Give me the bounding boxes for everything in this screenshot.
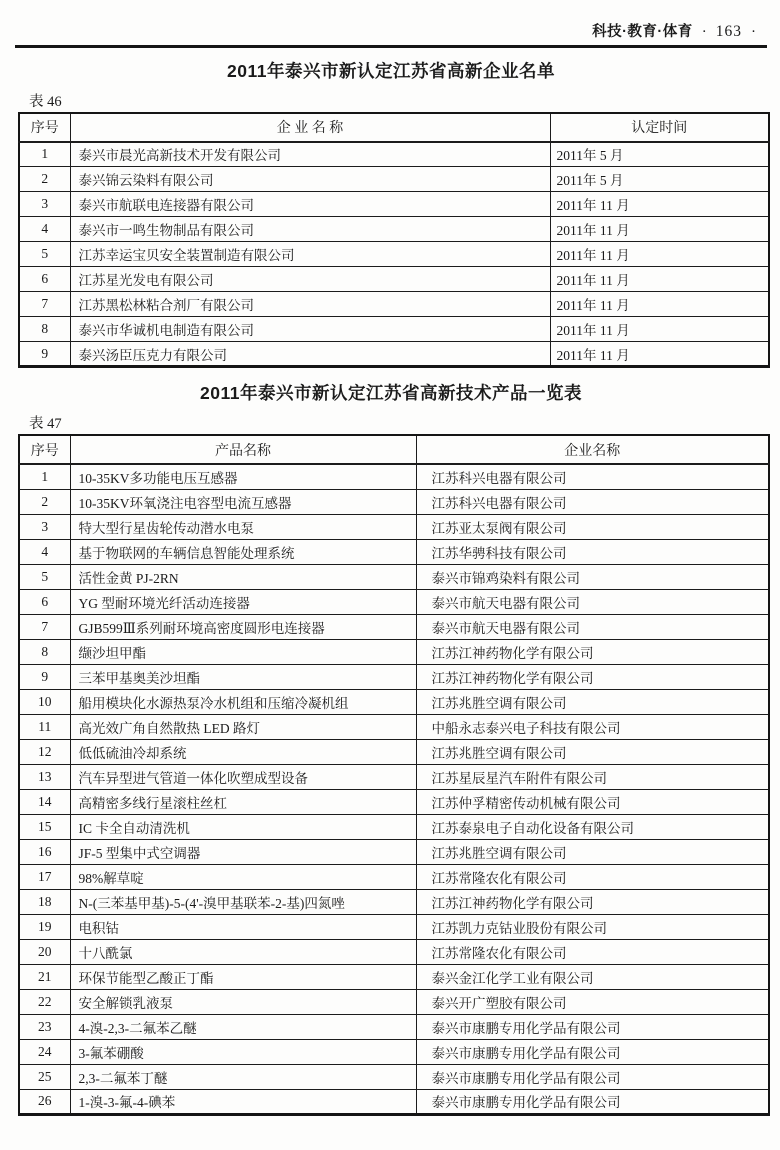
table-cell: 6 <box>19 589 70 614</box>
table-cell: 泰兴市康鹏专用化学品有限公司 <box>416 1014 769 1039</box>
table-cell: 25 <box>19 1064 70 1089</box>
table47-body <box>19 464 769 1114</box>
table-row <box>19 864 769 889</box>
table-row <box>19 714 769 739</box>
separator-dot: · <box>751 24 756 40</box>
table-row <box>19 267 769 292</box>
table-cell: 泰兴市一鸣生物制品有限公司 <box>70 217 550 242</box>
table46-body <box>19 142 769 367</box>
table-cell: 低低硫油冷却系统 <box>70 739 416 764</box>
table-cell: 江苏黑松林粘合剂厂有限公司 <box>70 292 550 317</box>
table-cell: 5 <box>19 564 70 589</box>
table-row <box>19 317 769 342</box>
table-cell: 20 <box>19 939 70 964</box>
table-cell: 2011年 11 月 <box>550 242 769 267</box>
table-cell: 江苏华骋科技有限公司 <box>416 539 769 564</box>
table-row <box>19 242 769 267</box>
table-row <box>19 639 769 664</box>
table-cell: 8 <box>19 639 70 664</box>
table-cell: IC 卡全自动清洗机 <box>70 814 416 839</box>
table-cell: 8 <box>19 317 70 342</box>
column-header: 产品名称 <box>70 435 416 464</box>
table-cell: 2011年 11 月 <box>550 292 769 317</box>
table-cell: N-(三苯基甲基)-5-(4'-溴甲基联苯-2-基)四氮唑 <box>70 889 416 914</box>
table-cell: 2011年 11 月 <box>550 192 769 217</box>
table-cell: 特大型行星齿轮传动潜水电泵 <box>70 514 416 539</box>
table-cell: 19 <box>19 914 70 939</box>
table-row <box>19 814 769 839</box>
table-cell: 11 <box>19 714 70 739</box>
table-cell: 2011年 11 月 <box>550 317 769 342</box>
table-cell: 泰兴市航天电器有限公司 <box>416 614 769 639</box>
table-cell: 10-35KV环氧浇注电容型电流互感器 <box>70 489 416 514</box>
table46-label: 表 46 <box>29 93 62 110</box>
table-row <box>19 989 769 1014</box>
table-cell: 泰兴市锦鸡染料有限公司 <box>416 564 769 589</box>
table-cell: 江苏江神药物化学有限公司 <box>416 889 769 914</box>
table-cell: 3 <box>19 192 70 217</box>
table-cell: 12 <box>19 739 70 764</box>
table-cell: 高精密多线行星滚柱丝杠 <box>70 789 416 814</box>
table-row <box>19 292 769 317</box>
table-cell: 江苏凯力克钴业股份有限公司 <box>416 914 769 939</box>
column-header: 序号 <box>19 113 70 142</box>
table-cell: 7 <box>19 292 70 317</box>
table-row <box>19 914 769 939</box>
table-cell: 24 <box>19 1039 70 1064</box>
table-cell: 江苏兆胜空调有限公司 <box>416 689 769 714</box>
table-cell: 2011年 11 月 <box>550 267 769 292</box>
table-cell: 7 <box>19 614 70 639</box>
header-rule <box>15 45 767 48</box>
table-cell: 江苏泰泉电子自动化设备有限公司 <box>416 814 769 839</box>
table-row <box>19 964 769 989</box>
table46-title: 2011年泰兴市新认定江苏省高新企业名单 <box>227 60 555 81</box>
table-row <box>19 167 769 192</box>
table-cell: 江苏仲孚精密传动机械有限公司 <box>416 789 769 814</box>
table-cell: 2011年 5 月 <box>550 142 769 167</box>
table-cell: 1 <box>19 142 70 167</box>
table-cell: 环保节能型乙酸正丁酯 <box>70 964 416 989</box>
table-row <box>19 1089 769 1114</box>
table-cell: 中船永志泰兴电子科技有限公司 <box>416 714 769 739</box>
table-cell: 2011年 11 月 <box>550 342 769 367</box>
table47-label: 表 47 <box>29 416 62 432</box>
table-cell: 泰兴开广塑胶有限公司 <box>416 989 769 1014</box>
table-cell: 十八酰氯 <box>70 939 416 964</box>
table-cell: 江苏兆胜空调有限公司 <box>416 839 769 864</box>
table-cell: 2011年 5 月 <box>550 167 769 192</box>
table-cell: 泰兴市晨光高新技术开发有限公司 <box>70 142 550 167</box>
table-cell: 泰兴市华诚机电制造有限公司 <box>70 317 550 342</box>
table-row <box>19 217 769 242</box>
page-number: 163 <box>715 23 742 40</box>
table-cell: 1 <box>19 464 70 489</box>
table-row <box>19 789 769 814</box>
column-header: 认定时间 <box>550 113 769 142</box>
table-cell: 17 <box>19 864 70 889</box>
table-row <box>19 142 769 167</box>
table-cell: 3 <box>19 514 70 539</box>
table-cell: 泰兴市康鹏专用化学品有限公司 <box>416 1039 769 1064</box>
table-cell: 江苏江神药物化学有限公司 <box>416 664 769 689</box>
table-cell: 10 <box>19 689 70 714</box>
table-cell: 3-氟苯硼酸 <box>70 1039 416 1064</box>
table-cell: 22 <box>19 989 70 1014</box>
table-cell: 16 <box>19 839 70 864</box>
table-row <box>19 1039 769 1064</box>
table-cell: JF-5 型集中式空调器 <box>70 839 416 864</box>
table-cell: 1-溴-3-氟-4-碘苯 <box>70 1089 416 1114</box>
table-row <box>19 564 769 589</box>
table-row <box>19 839 769 864</box>
table-cell: 船用模块化水源热泵冷水机组和压缩冷凝机组 <box>70 689 416 714</box>
table-cell: 江苏星辰星汽车附件有限公司 <box>416 764 769 789</box>
running-head <box>15 20 767 40</box>
table-cell: 江苏江神药物化学有限公司 <box>416 639 769 664</box>
column-header: 企 业 名 称 <box>70 113 550 142</box>
table-row <box>19 689 769 714</box>
table-cell: 泰兴市航天电器有限公司 <box>416 589 769 614</box>
table-cell: 10-35KV多功能电压互感器 <box>70 464 416 489</box>
table-cell: 泰兴锦云染料有限公司 <box>70 167 550 192</box>
table-cell: 缬沙坦甲酯 <box>70 639 416 664</box>
table-cell: 安全解锁乳液泵 <box>70 989 416 1014</box>
table-row <box>19 539 769 564</box>
table-cell: 江苏科兴电器有限公司 <box>416 464 769 489</box>
table-cell: 江苏常隆农化有限公司 <box>416 864 769 889</box>
table47 <box>18 434 770 1116</box>
table-cell: 江苏亚太泵阀有限公司 <box>416 514 769 539</box>
table-cell: 江苏幸运宝贝安全装置制造有限公司 <box>70 242 550 267</box>
table-cell: YG 型耐环境光纤活动连接器 <box>70 589 416 614</box>
table-row <box>19 342 769 367</box>
column-header: 企业名称 <box>416 435 769 464</box>
table-cell: 泰兴市康鹏专用化学品有限公司 <box>416 1089 769 1114</box>
table-cell: 江苏科兴电器有限公司 <box>416 489 769 514</box>
column-header: 序号 <box>19 435 70 464</box>
table-cell: 15 <box>19 814 70 839</box>
table-cell: 18 <box>19 889 70 914</box>
table-row <box>19 1064 769 1089</box>
table-cell: 4-溴-2,3-二氟苯乙醚 <box>70 1014 416 1039</box>
table-row <box>19 614 769 639</box>
section-title: 科技·教育·体育 <box>592 24 693 40</box>
table47-header-row <box>19 435 769 464</box>
table-row <box>19 589 769 614</box>
separator-dot: · <box>701 24 707 40</box>
table-cell: 江苏兆胜空调有限公司 <box>416 739 769 764</box>
table-cell: 6 <box>19 267 70 292</box>
table-cell: 基于物联网的车辆信息智能处理系统 <box>70 539 416 564</box>
table-row <box>19 889 769 914</box>
table-cell: 泰兴金江化学工业有限公司 <box>416 964 769 989</box>
table-cell: 高光效广角自然散热 LED 路灯 <box>70 714 416 739</box>
table46-header-row <box>19 113 769 142</box>
table-cell: 23 <box>19 1014 70 1039</box>
table-cell: 98%解草啶 <box>70 864 416 889</box>
table47-title: 2011年泰兴市新认定江苏省高新技术产品一览表 <box>200 383 582 403</box>
table-cell: 4 <box>19 217 70 242</box>
table-cell: 2 <box>19 167 70 192</box>
table-cell: 江苏星光发电有限公司 <box>70 267 550 292</box>
table-cell: 江苏常隆农化有限公司 <box>416 939 769 964</box>
table-cell: 4 <box>19 539 70 564</box>
table-cell: 汽车异型进气管道一体化吹塑成型设备 <box>70 764 416 789</box>
table46 <box>18 112 770 369</box>
table-row <box>19 939 769 964</box>
table-cell: 21 <box>19 964 70 989</box>
table-cell: 13 <box>19 764 70 789</box>
table-row <box>19 514 769 539</box>
table-cell: 活性金黄 PJ-2RN <box>70 564 416 589</box>
table-cell: 5 <box>19 242 70 267</box>
table-cell: 电积钴 <box>70 914 416 939</box>
table-cell: 26 <box>19 1089 70 1114</box>
table-cell: 2 <box>19 489 70 514</box>
table-row <box>19 1014 769 1039</box>
table-cell: 泰兴市航联电连接器有限公司 <box>70 192 550 217</box>
table-cell: 泰兴汤臣压克力有限公司 <box>70 342 550 367</box>
table-cell: 9 <box>19 664 70 689</box>
table-cell: 9 <box>19 342 70 367</box>
table-cell: GJB599Ⅲ系列耐环境高密度圆形电连接器 <box>70 614 416 639</box>
table-cell: 2011年 11 月 <box>550 217 769 242</box>
table-row <box>19 764 769 789</box>
table-cell: 泰兴市康鹏专用化学品有限公司 <box>416 1064 769 1089</box>
table-cell: 14 <box>19 789 70 814</box>
table-row <box>19 739 769 764</box>
table-row <box>19 192 769 217</box>
table-row <box>19 489 769 514</box>
table-cell: 三苯甲基奥美沙坦酯 <box>70 664 416 689</box>
table-row <box>19 464 769 489</box>
table-row <box>19 664 769 689</box>
table-cell: 2,3-二氟苯丁醚 <box>70 1064 416 1089</box>
